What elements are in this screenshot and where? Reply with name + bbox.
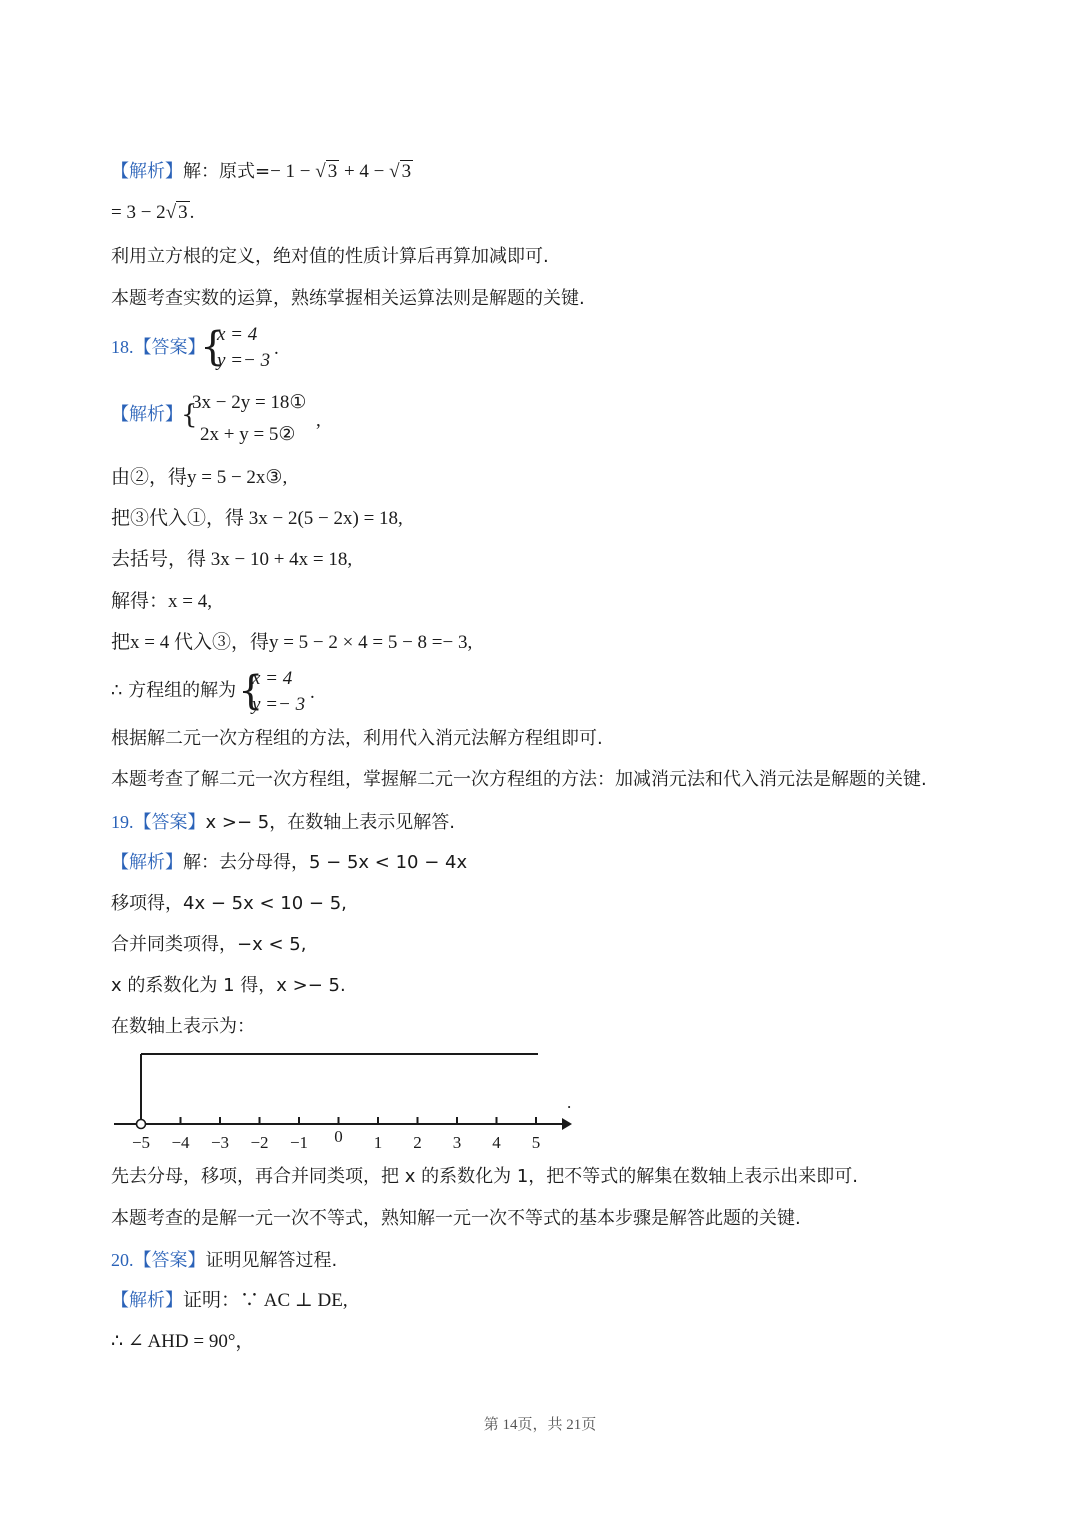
axis-tick-label: −1: [289, 1133, 309, 1152]
q19-step4: x 的系数化为 1 得，x >− 5.: [111, 975, 346, 996]
q19-answer: x >− 5，在数轴上表示见解答.: [205, 812, 455, 833]
q18-analysis-label: [111, 403, 183, 427]
open-circle-at-minus-5: [137, 1120, 146, 1129]
q17-note2: 本题考查实数的运算，熟练掌握相关运算法则是解题的关键.: [111, 288, 585, 309]
axis-tick-label: −4: [171, 1133, 190, 1152]
axis-trailing-dot: .: [567, 1093, 572, 1112]
q19-note1: 先去分母，移项，再合并同类项，把 x 的系数化为 1，把不等式的解集在数轴上表示出来即可.: [111, 1166, 858, 1187]
q17-analysis-line1: [111, 160, 413, 184]
q18-conclusion-system: [252, 666, 305, 718]
q18-concl-eq2: y =− 3: [252, 694, 306, 715]
q18-concl-eq1: x = 4: [252, 668, 293, 689]
answer-tag: 【答案】: [133, 337, 206, 358]
analysis-tag: 【解析】: [111, 161, 183, 182]
answer-tag: 【答案】: [133, 1250, 206, 1271]
analysis-tag: 【解析】: [111, 404, 183, 425]
q18-step2: 把③代入①，得 3x − 2(5 − 2x) = 18,: [111, 508, 403, 529]
q19-step3: 合并同类项得，−x < 5,: [111, 934, 307, 955]
sqrt-symbol: √: [165, 202, 177, 223]
sqrt-symbol: √: [315, 161, 326, 182]
question-number: 20.: [111, 1250, 134, 1270]
axis-tick-label: 1: [373, 1133, 383, 1152]
q17-expr-2: = 3 − 2: [111, 202, 166, 223]
axis-tick-label: 4: [492, 1133, 501, 1152]
q17-end: .: [189, 202, 195, 223]
q18-step4: 解得：x = 4,: [111, 591, 212, 612]
question-number: 19.: [111, 812, 134, 832]
q20-step2: ∴ ∠ AHD = 90°，: [111, 1331, 255, 1352]
q17-prefix: 解：原式=: [183, 161, 271, 182]
page-footer: 第 14页，共 21页: [483, 1417, 597, 1433]
axis-arrow: [562, 1118, 572, 1130]
analysis-tag: 【解析】: [111, 852, 183, 873]
q17-radicand-2: 3: [401, 161, 412, 182]
q18-step1: 由②，得y = 5 − 2x③,: [111, 467, 288, 488]
q17-note1: 利用立方根的定义，绝对值的性质计算后再算加减即可.: [111, 246, 549, 267]
q18-conclusion-label: ∴ 方程组的解为: [111, 680, 237, 701]
q17-expr-a: − 1 −: [270, 161, 316, 182]
q20-step1: 证明：∵ AC ⊥ DE,: [183, 1290, 348, 1311]
q18-answer-label: [111, 335, 206, 360]
q20-answer-line: [111, 1248, 337, 1273]
q17-radicand-1: 3: [327, 161, 338, 182]
q18-analysis-system: [192, 387, 306, 451]
q18-sys-end: ,: [316, 410, 321, 431]
q20-answer: 证明见解答过程.: [205, 1250, 338, 1271]
axis-tick-label: 2: [413, 1133, 422, 1152]
axis-tick-label: −5: [131, 1133, 151, 1152]
q19-note2: 本题考查的是解一元一次不等式，熟知解一元一次不等式的基本步骤是解答此题的关键.: [111, 1208, 801, 1229]
axis-tick-label: 3: [452, 1133, 462, 1152]
q18-step5: 把x = 4 代入③，得y = 5 − 2 × 4 = 5 − 8 =− 3,: [111, 632, 473, 653]
analysis-tag: 【解析】: [111, 1290, 183, 1311]
q18-answer-eq1: x = 4: [217, 324, 258, 345]
q19-step1: 解：去分母得，5 − 5x < 10 − 4x: [183, 852, 468, 873]
axis-tick-label: 0: [334, 1127, 343, 1146]
q18-concl-end: .: [310, 682, 315, 703]
q17-radicand-3: 3: [178, 202, 188, 223]
axis-tick-label: −2: [250, 1133, 269, 1152]
q18-sys-eq2: 2x + y = 5②: [200, 424, 296, 445]
answer-tag: 【答案】: [133, 812, 206, 833]
sqrt-symbol: √: [389, 161, 400, 182]
q19-step5: 在数轴上表示为：: [111, 1016, 255, 1037]
q18-note1: 根据解二元一次方程组的方法，利用代入消元法解方程组即可.: [111, 728, 603, 749]
q18-step3: 去括号，得 3x − 10 + 4x = 18,: [111, 549, 353, 570]
brace-icon: {: [181, 400, 198, 430]
q20-analysis-line1: [111, 1289, 348, 1313]
q18-answer-end: .: [274, 338, 279, 359]
q19-answer-line: [111, 810, 455, 835]
brace-icon: {: [200, 324, 226, 370]
q18-sys-eq1: 3x − 2y = 18①: [192, 392, 307, 413]
q18-answer-system: [217, 322, 270, 374]
axis-tick-label: 5: [531, 1133, 541, 1152]
axis-tick-label: −3: [210, 1133, 230, 1152]
q19-analysis-line1: [111, 851, 467, 875]
number-line-figure: [110, 1045, 580, 1160]
q19-step2: 移项得，4x − 5x < 10 − 5,: [111, 893, 347, 914]
q17-expr-b: + 4 −: [339, 161, 390, 182]
q18-note2: 本题考查了解二元一次方程组，掌握解二元一次方程组的方法：加减消元法和代入消元法是解题的关键.: [111, 769, 927, 790]
q18-answer-eq2: y =− 3: [217, 350, 271, 371]
question-number: 18.: [111, 337, 134, 357]
brace-icon: {: [238, 668, 264, 714]
q17-analysis-line2: [111, 201, 194, 225]
